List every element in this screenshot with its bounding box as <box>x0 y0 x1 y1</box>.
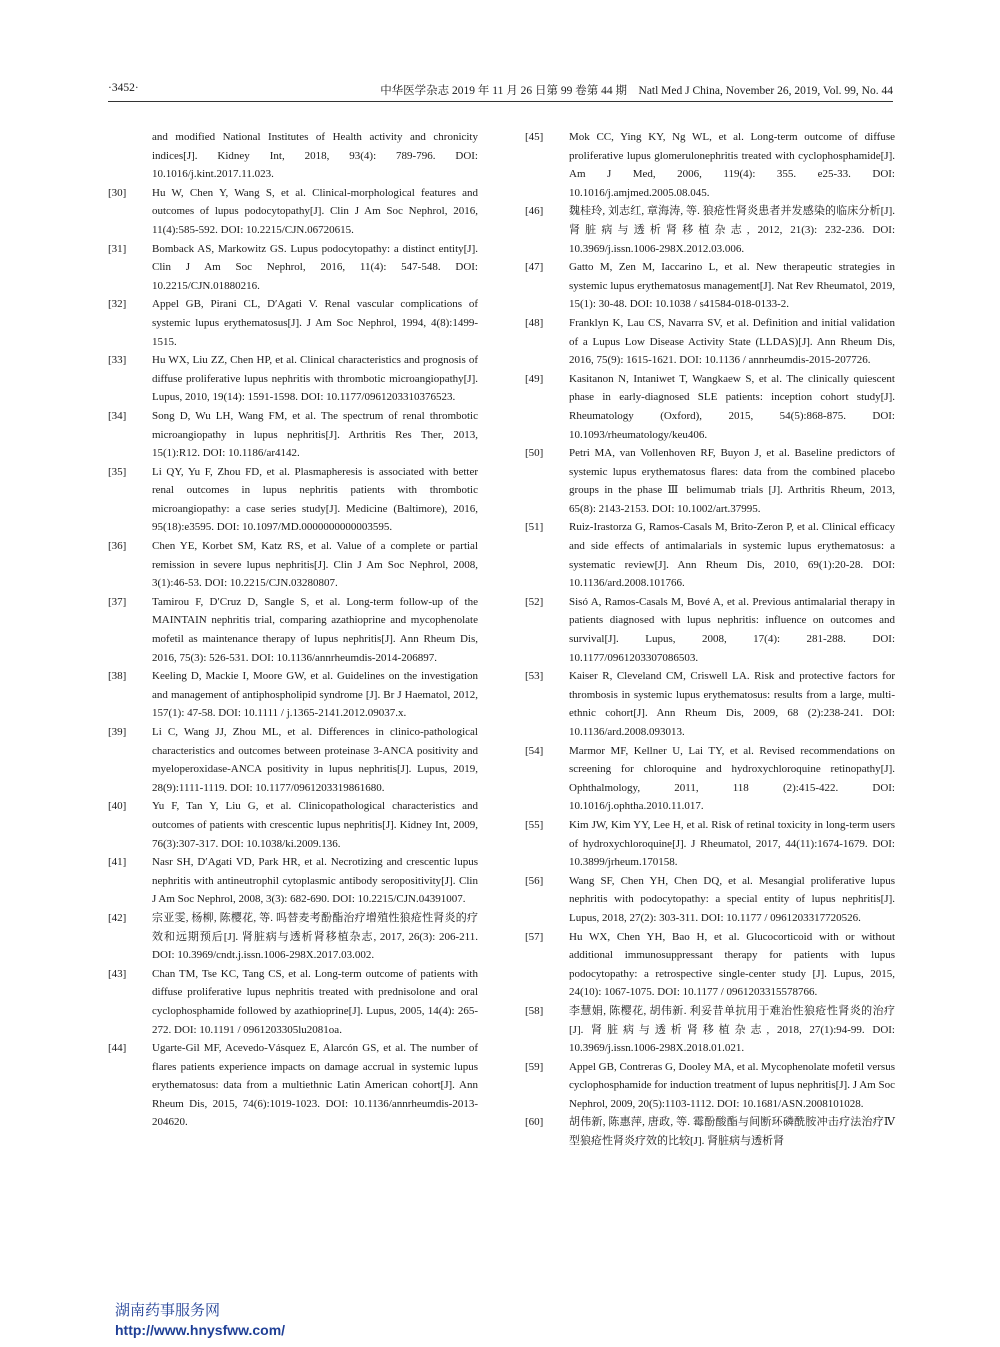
reference-number: [32] <box>108 298 127 311</box>
reference-text: and modified National Institutes of Health activity and chronicity indices[J]. Kidney Int, 2018, 93(4): 789-796. DOI: 10.1016/j.kint.2017.11.023. <box>152 131 478 181</box>
reference-number: [60] <box>525 1116 544 1129</box>
reference-text: Kim JW, Kim YY, Lee H, et al. Risk of retinal toxicity in long-term users of hydroxychloroquine[J]. J Rheumatol, 2017, 44(11):1674-1679. DOI: 10.3899/jrheum.170158. <box>569 818 895 869</box>
reference-entry <box>525 872 895 928</box>
reference-entry <box>525 928 895 1002</box>
page-header <box>108 82 893 100</box>
reference-number: [49] <box>525 372 544 385</box>
reference-text: Li QY, Yu F, Zhou FD, et al. Plasmapheresis is associated with better renal outcomes in lupus nephritis patients with thrombotic microangiopathy: a case series study[J]. Medicine (Baltimore), 2016, 95(18):e3595. DOI: 10.1097/MD.0000000000003595. <box>152 465 478 534</box>
reference-number: [58] <box>525 1004 544 1017</box>
footer-site-name: 湖南药事服务网 <box>115 1302 221 1319</box>
reference-entry <box>525 1113 895 1150</box>
reference-text: Kasitanon N, Intaniwet T, Wangkaew S, et al. The clinically quiescent phase in early-diagnosed SLE patients: inception cohort study[J]. Rheumatology (Oxford), 2015, 54(5):868-875. DOI: 10.1093/rheumatology/keu406. <box>569 372 895 441</box>
reference-text: Hu WX, Chen YH, Bao H, et al. Glucocorticoid with or without additional immunosuppressant therapy for patients with lupus podocytopathy: a retrospective single-center study [J]. Lupus, 2015, 24(10): 1067-1075. DOI: 10.1177 / 0961203315578766. <box>569 930 895 999</box>
footer-watermark <box>115 1302 285 1340</box>
reference-text: Chan TM, Tse KC, Tang CS, et al. Long-term outcome of patients with diffuse proliferative lupus nephritis treated with prednisolone and oral cyclophosphamide followed by azathioprine[J]. Lupus, 2005, 14(4): 265-272. DOI: 10.1191 / 0961203305lu2081oa. <box>152 967 478 1036</box>
reference-entry <box>108 667 478 723</box>
reference-text: Song D, Wu LH, Wang FM, et al. The spectrum of renal thrombotic microangiopathy in lupus nephritis[J]. Arthritis Res Ther, 2013, 15(1):R12. DOI: 10.1186/ar4142. <box>152 409 478 460</box>
reference-number: [42] <box>108 911 127 924</box>
reference-number: [36] <box>108 540 127 553</box>
reference-text: Petri MA, van Vollenhoven RF, Buyon J, et al. Baseline predictors of systemic lupus erythematosus flares: data from the combined placebo groups in the phase Ⅲ belimumab trials [J]. Arthritis Rheum, 2013, 65(8): 2143-2153. DOI: 10.1002/art.37995. <box>569 447 895 515</box>
reference-number: [44] <box>108 1042 127 1055</box>
reference-entry <box>525 128 895 202</box>
footer-url-link[interactable]: http://www.hnysfww.com/ <box>115 1322 286 1338</box>
reference-entry <box>108 128 478 184</box>
reference-text: Mok CC, Ying KY, Ng WL, et al. Long-term outcome of diffuse proliferative lupus glomerulonephritis treated with cyclophosphamide[J]. Am J Med, 2006, 119(4): 355. e25-33. DOI: 10.1016/j.amjmed.2005.08.045. <box>569 131 895 199</box>
reference-entry <box>108 351 478 407</box>
reference-entry <box>108 909 478 965</box>
reference-number: [39] <box>108 726 127 738</box>
reference-text: Appel GB, Contreras G, Dooley MA, et al. Mycophenolate mofetil versus cyclophosphamide for induction treatment of lupus nephritis[J]. J Am Soc Nephrol, 2009, 20(5):1103-1112. DOI: 10.1681/ASN.2008101028. <box>569 1060 895 1110</box>
reference-entry <box>108 537 478 593</box>
reference-entry <box>525 314 895 370</box>
reference-text: Ugarte-Gil MF, Acevedo-Vásquez E, Alarcón GS, et al. The number of flares patients experience impacts on damage accrual in systemic lupus erythematosus: data from a multiethnic Latin American cohort[J]. Ann Rheum Dis, 2015, 74(6):1019-1023. DOI: 10.1136/annrheumdis-2013-204620. <box>152 1042 478 1129</box>
reference-number: [31] <box>108 242 127 255</box>
reference-entry <box>525 370 895 444</box>
reference-text: Sisó A, Ramos-Casals M, Bové A, et al. Previous antimalarial therapy in patients diagnosed with lupus nephritis: influence on outcomes and survival[J]. Lupus, 2008, 17(4): 281-288. DOI: 10.1177/0961203307086503. <box>569 595 895 664</box>
reference-entry <box>525 593 895 667</box>
reference-number: [57] <box>525 930 544 943</box>
reference-entry <box>108 723 478 797</box>
reference-entry <box>108 965 478 1039</box>
reference-entry <box>108 593 478 667</box>
reference-number: [50] <box>525 447 544 460</box>
reference-number: [55] <box>525 818 544 831</box>
reference-number: [38] <box>108 670 127 683</box>
reference-text: Kaiser R, Cleveland CM, Criswell LA. Risk and protective factors for thrombosis in systemic lupus erythematosus: results from a large, multi-ethnic cohort[J]. Ann Rheum Dis, 2009, 68 (2):238-241. DOI: 10.1136/ard.2008.093013. <box>569 670 895 738</box>
reference-number: [47] <box>525 261 544 274</box>
reference-number: [51] <box>525 521 544 534</box>
reference-number: [54] <box>525 744 544 757</box>
reference-number: [52] <box>525 595 544 608</box>
reference-number: [48] <box>525 316 544 329</box>
reference-number: [34] <box>108 409 127 422</box>
reference-text: 宗亚雯, 杨柳, 陈樱花, 等. 吗替麦考酚酯治疗增殖性狼疮性肾炎的疗效和远期预后[J]. 肾脏病与透析肾移植杂志, 2017, 26(3): 206-211. DOI: 10.3969/cndt.j.issn.1006-298X.2017.03.002. <box>152 911 478 962</box>
reference-entry <box>525 444 895 518</box>
reference-text: Chen YE, Korbet SM, Katz RS, et al. Value of a complete or partial remission in severe lupus nephritis[J]. Clin J Am Soc Nephrol, 2008, 3(1):46-53. DOI: 10.2215/CJN.03280807. <box>152 540 478 590</box>
reference-text: Appel GB, Pirani CL, D′Agati V. Renal vascular complications of systemic lupus erythematosus[J]. J Am Soc Nephrol, 1994, 4(8):1499-1515. <box>152 298 478 348</box>
reference-text: 李慧娟, 陈樱花, 胡伟新. 利妥昔单抗用于难治性狼疮性肾炎的治疗[J]. 肾脏病与透析肾移植杂志, 2018, 27(1):94-99. DOI: 10.3969/j.issn.1006-298X.2018.01.021. <box>569 1004 895 1055</box>
reference-number: [35] <box>108 465 127 478</box>
page-number: ·3452· <box>108 82 139 94</box>
reference-entry <box>525 742 895 816</box>
reference-entry <box>108 463 478 537</box>
reference-number: [41] <box>108 856 127 869</box>
reference-number: [37] <box>108 595 127 608</box>
reference-number: [30] <box>108 186 127 199</box>
reference-text: Nasr SH, D′Agati VD, Park HR, et al. Necrotizing and crescentic lupus nephritis with antineutrophil cytoplasmic antibody seropositivity[J]. Clin J Am Soc Nephrol, 2008, 3(3): 682-690. DOI: 10.2215/CJN.04391007. <box>152 856 478 906</box>
reference-entry <box>108 240 478 296</box>
reference-number: [46] <box>525 205 544 218</box>
reference-entry <box>525 816 895 872</box>
reference-number: [45] <box>525 131 544 143</box>
reference-number: [43] <box>108 967 127 980</box>
reference-text: 胡伟新, 陈惠萍, 唐政, 等. 霉酚酸酯与间断环磷酰胺冲击疗法治疗Ⅳ型狼疮性肾炎疗效的比较[J]. 肾脏病与透析肾 <box>569 1116 895 1148</box>
reference-text: Keeling D, Mackie I, Moore GW, et al. Guidelines on the investigation and management of antiphospholipid syndrome [J]. Br J Haematol, 2012, 157(1): 47-58. DOI: 10.1111 / j.1365-2141.2012.09037.x. <box>152 670 478 720</box>
reference-number: [53] <box>525 670 544 683</box>
reference-text: Gatto M, Zen M, Iaccarino L, et al. New therapeutic strategies in systemic lupus erythematosus management[J]. Nat Rev Rheumatol, 2019, 15(1): 30-48. DOI: 10.1038 / s41584-018-0133-2. <box>569 261 895 311</box>
reference-entry <box>108 797 478 853</box>
reference-text: Hu W, Chen Y, Wang S, et al. Clinical-morphological features and outcomes of lupus podocytopathy[J]. Clin J Am Soc Nephrol, 2016, 11(4):585-592. DOI: 10.2215/CJN.06720615. <box>152 186 478 236</box>
reference-text: Li C, Wang JJ, Zhou ML, et al. Differences in clinico-pathological characteristics and outcomes between proteinase 3-ANCA positivity and myeloperoxidase-ANCA positivity in lupus nephritis[J]. Lupus, 2019, 28(9):1111-1119. DOI: 10.1177/0961203319861680. <box>152 726 478 794</box>
reference-text: Hu WX, Liu ZZ, Chen HP, et al. Clinical characteristics and prognosis of diffuse proliferative lupus nephritis with thrombotic microangiopathy[J]. Lupus, 2010, 19(14): 1591-1598. DOI: 10.1177/0961203310376523. <box>152 354 478 404</box>
reference-text: Bomback AS, Markowitz GS. Lupus podocytopathy: a distinct entity[J]. Clin J Am Soc Nephrol, 2016, 11(4): 547-548. DOI: 10.2215/CJN.01880216. <box>152 242 478 292</box>
reference-entry <box>525 258 895 314</box>
reference-number: [56] <box>525 874 544 887</box>
reference-entry <box>525 518 895 592</box>
reference-entry <box>108 184 478 240</box>
header-rule <box>108 101 893 102</box>
reference-entry <box>525 1058 895 1114</box>
reference-entry <box>525 202 895 258</box>
reference-entry <box>525 667 895 741</box>
reference-text: Franklyn K, Lau CS, Navarra SV, et al. Definition and initial validation of a Lupus Low Disease Activity State (LLDAS)[J]. Ann Rheum Dis, 2016, 75(9): 1615-1621. DOI: 10.1136 / annrheumdis-2015-207726. <box>569 316 895 367</box>
reference-text: Ruiz-Irastorza G, Ramos-Casals M, Brito-Zeron P, et al. Clinical efficacy and side effects of antimalarials in systemic lupus erythematosus: a systematic review[J]. Ann Rheum Dis, 2010, 69(1):20-28. DOI: 10.1136/ard.2008.101766. <box>569 521 895 590</box>
reference-text: Tamirou F, D′Cruz D, Sangle S, et al. Long-term follow-up of the MAINTAIN nephritis trial, comparing azathioprine and mycophenolate mofetil as maintenance therapy of lupus nephritis[J]. Ann Rheum Dis, 2016, 75(3): 526-531. DOI: 10.1136/annrheumdis-2014-206897. <box>152 595 478 664</box>
reference-entry <box>108 407 478 463</box>
reference-number: [40] <box>108 800 127 813</box>
reference-entry <box>525 1002 895 1058</box>
journal-running-head: 中华医学杂志 2019 年 11 月 26 日第 99 卷第 44 期 Natl Med J China, November 26, 2019, Vol. 99, No. 44 <box>380 85 893 97</box>
reference-text: Yu F, Tan Y, Liu G, et al. Clinicopathological characteristics and outcomes of patients with crescentic lupus nephritis[J]. Kidney Int, 2009, 76(3):307-317. DOI: 10.1038/ki.2009.136. <box>152 800 478 850</box>
reference-number: [33] <box>108 354 127 367</box>
reference-entry <box>108 853 478 909</box>
reference-column-left <box>108 128 478 1132</box>
reference-text: 魏桂玲, 刘志红, 章海涛, 等. 狼疮性肾炎患者并发感染的临床分析[J]. 肾脏病与透析肾移植杂志, 2012, 21(3): 232-236. DOI: 10.3969/j.issn.1006-298X.2012.03.006. <box>569 205 895 255</box>
reference-column-right <box>525 128 895 1151</box>
reference-text: Wang SF, Chen YH, Chen DQ, et al. Mesangial proliferative lupus nephritis with podocytopathy: a special entity of lupus nephritis[J]. Lupus, 2018, 27(2): 303-311. DOI: 10.1177 / 0961203317720526. <box>569 874 895 924</box>
reference-entry <box>108 1039 478 1132</box>
reference-entry <box>108 295 478 351</box>
reference-text: Marmor MF, Kellner U, Lai TY, et al. Revised recommendations on screening for chloroquine and hydroxychloroquine retinopathy[J]. Ophthalmology, 2011, 118 (2):415-422. DOI: 10.1016/j.ophtha.2010.11.017. <box>569 744 895 813</box>
reference-number: [59] <box>525 1060 544 1073</box>
